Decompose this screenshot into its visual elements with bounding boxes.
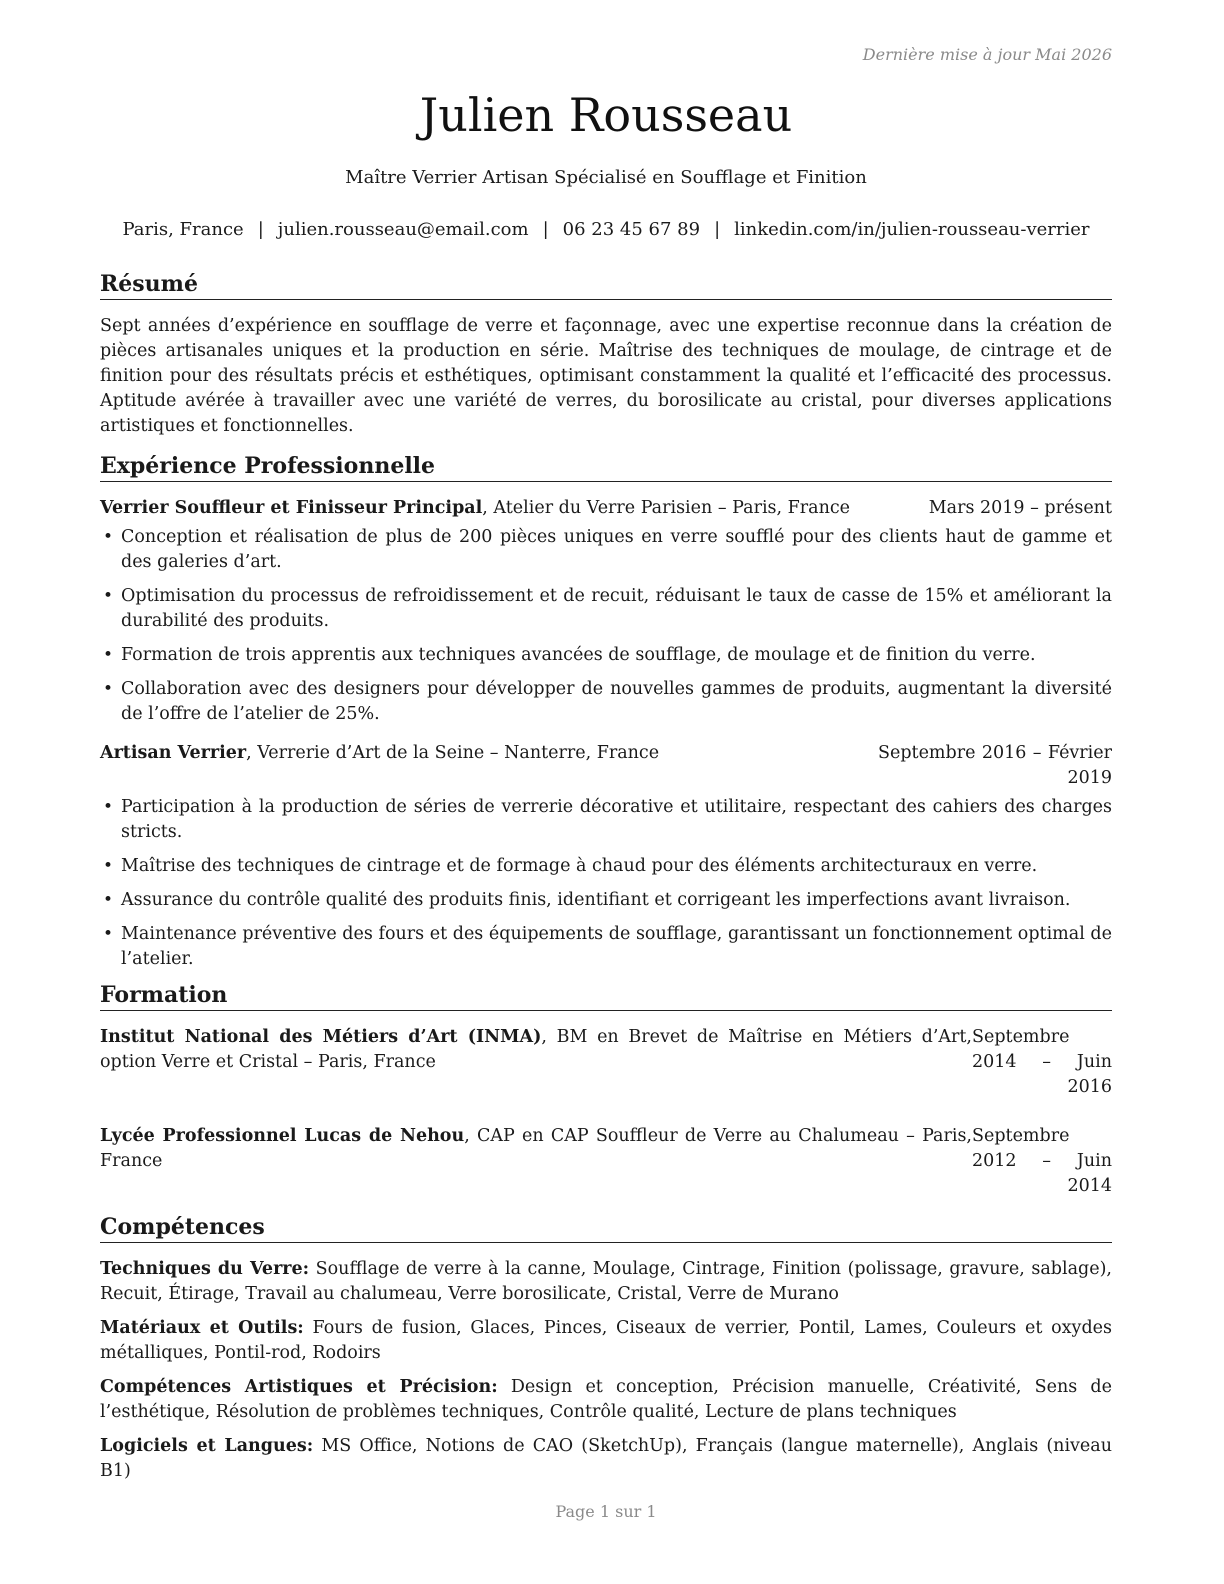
page-footer: Page 1 sur 1 [555, 1502, 657, 1521]
section-title-education: Formation [100, 981, 1112, 1011]
education-entry [100, 1025, 1112, 1100]
bullet-icon: • [103, 856, 114, 876]
job-bullet [100, 795, 1112, 845]
education-details: , BM en Brevet de Maîtrise en Métiers d’Art, option Verre et Cristal – Paris, France [100, 1027, 972, 1072]
contact-linkedin[interactable]: linkedin.com/in/julien-rousseau-verrier [734, 219, 1090, 240]
bullet-text: Collaboration avec des designers pour développer de nouvelles gammes de produits, augmentant la diversité de l’offre de l’atelier de 25%. [121, 679, 1112, 724]
job-dates: Mars 2019 – présent [928, 498, 1112, 518]
skill-items: Design et conception, Précision manuelle, Créativité, Sens de l’esthétique, Résolution de problèmes techniques, Contrôle qualité, Lecture de plans techniques [100, 1377, 1112, 1422]
bullet-text: Participation à la production de séries de verrerie décorative et utilitaire, respectant des cahiers des charges stricts. [121, 797, 1112, 842]
job-header [100, 496, 1112, 521]
skill-label: Matériaux et Outils: [100, 1318, 304, 1338]
job-entry [100, 496, 1112, 727]
bullet-text: Conception et réalisation de plus de 200 pièces uniques en verre soufflé pour des clients haut de gamme et des galeries d’art. [121, 527, 1112, 572]
bullet-text: Formation de trois apprentis aux techniques avancées de soufflage, de moulage et de finition du verre. [121, 645, 1036, 665]
skill-group [100, 1434, 1112, 1484]
bullet-text: Maîtrise des techniques de cintrage et de formage à chaud pour des éléments architecturaux en verre. [121, 856, 1038, 876]
bullet-icon: • [103, 645, 114, 665]
contact-separator: | [542, 219, 549, 240]
bullet-icon: • [103, 679, 114, 699]
skill-items: Fours de fusion, Glaces, Pinces, Ciseaux de verrier, Pontil, Lames, Couleurs et oxydes métalliques, Pontil-rod, Rodoirs [100, 1318, 1112, 1363]
job-title-line [100, 496, 929, 521]
education-description [100, 1124, 972, 1199]
job-role: Verrier Souffleur et Finisseur Principal [100, 498, 483, 518]
section-title-skills: Compétences [100, 1213, 1112, 1243]
bullet-text: Maintenance préventive des fours et des équipements de soufflage, garantissant un fonctionnement optimal de l’atelier. [121, 924, 1112, 969]
job-title-line [100, 741, 878, 766]
education-school: Lycée Professionnel Lucas de Nehou [100, 1126, 465, 1146]
job-bullets [100, 525, 1112, 727]
job-dates: Septembre 2016 – Février 2019 [878, 743, 1112, 788]
contact-separator: | [257, 219, 264, 240]
job-bullet [100, 584, 1112, 634]
skill-label: Techniques du Verre: [100, 1259, 310, 1279]
skill-label: Logiciels et Langues: [100, 1436, 314, 1456]
job-bullet [100, 643, 1112, 668]
skill-group [100, 1375, 1112, 1425]
job-employer: , Verrerie d’Art de la Seine – Nanterre, France [246, 743, 660, 763]
contact-line [100, 219, 1112, 240]
bullet-icon: • [103, 797, 114, 817]
bullet-text: Optimisation du processus de refroidissement et de recuit, réduisant le taux de casse de 15% et améliorant la durabilité des produits. [121, 586, 1112, 631]
skill-items: MS Office, Notions de CAO (SketchUp), Français (langue maternelle), Anglais (niveau B1) [100, 1436, 1112, 1481]
education-entry [100, 1124, 1112, 1199]
bullet-text: Assurance du contrôle qualité des produits finis, identifiant et corrigeant les imperfections avant livraison. [121, 890, 1071, 910]
section-title-experience: Expérience Professionnelle [100, 452, 1112, 482]
resume-page [100, 0, 1112, 1584]
job-entry [100, 741, 1112, 972]
contact-separator: | [714, 219, 721, 240]
skill-group [100, 1257, 1112, 1307]
bullet-icon: • [103, 586, 114, 606]
last-updated: Dernière mise à jour Mai 2026 [862, 45, 1112, 64]
job-bullet [100, 888, 1112, 913]
contact-phone: 06 23 45 67 89 [562, 219, 701, 240]
skill-group [100, 1316, 1112, 1366]
section-title-summary: Résumé [100, 270, 1112, 300]
job-role: Artisan Verrier [100, 743, 247, 763]
job-bullet [100, 525, 1112, 575]
education-description [100, 1025, 972, 1100]
contact-location: Paris, France [122, 219, 244, 240]
bullet-icon: • [103, 527, 114, 547]
job-subtitle: Maître Verrier Artisan Spécialisé en Soufflage et Finition [345, 167, 867, 188]
bullet-icon: • [103, 890, 114, 910]
job-employer: , Atelier du Verre Parisien – Paris, France [482, 498, 851, 518]
education-dates: Septembre 2012 – Juin 2014 [972, 1126, 1112, 1196]
education-school: Institut National des Métiers d’Art (INMA) [100, 1027, 542, 1047]
skill-items: Soufflage de verre à la canne, Moulage, Cintrage, Finition (polissage, gravure, sablage), Recuit, Étirage, Travail au chalumeau, Verre borosilicate, Cristal, Verre de Murano [100, 1259, 1112, 1304]
contact-email[interactable]: julien.rousseau@email.com [277, 219, 529, 240]
education-details: , CAP en CAP Souffleur de Verre au Chalumeau – Paris, France [100, 1126, 972, 1171]
job-bullet [100, 854, 1112, 879]
skill-label: Compétences Artistiques et Précision: [100, 1377, 498, 1397]
education-dates: Septembre 2014 – Juin 2016 [972, 1027, 1112, 1097]
job-header [100, 741, 1112, 791]
job-bullets [100, 795, 1112, 972]
bullet-icon: • [103, 924, 114, 944]
resume-content [100, 270, 1112, 1493]
job-bullet [100, 677, 1112, 727]
candidate-name: Julien Rousseau [419, 88, 793, 142]
summary-text: Sept années d’expérience en soufflage de verre et façonnage, avec une expertise reconnue dans la création de pièces artisanales uniques et la production en série. Maîtrise des techniques de moulage, de cintrage et de finition pour des résultats précis et esthétiques, optimisant constamment la qualité et l’efficacité des processus. Aptitude avérée à travailler avec une variété de verres, du borosilicate au cristal, pour diverses applications artistiques et fonctionnelles. [100, 316, 1112, 436]
job-bullet [100, 922, 1112, 972]
